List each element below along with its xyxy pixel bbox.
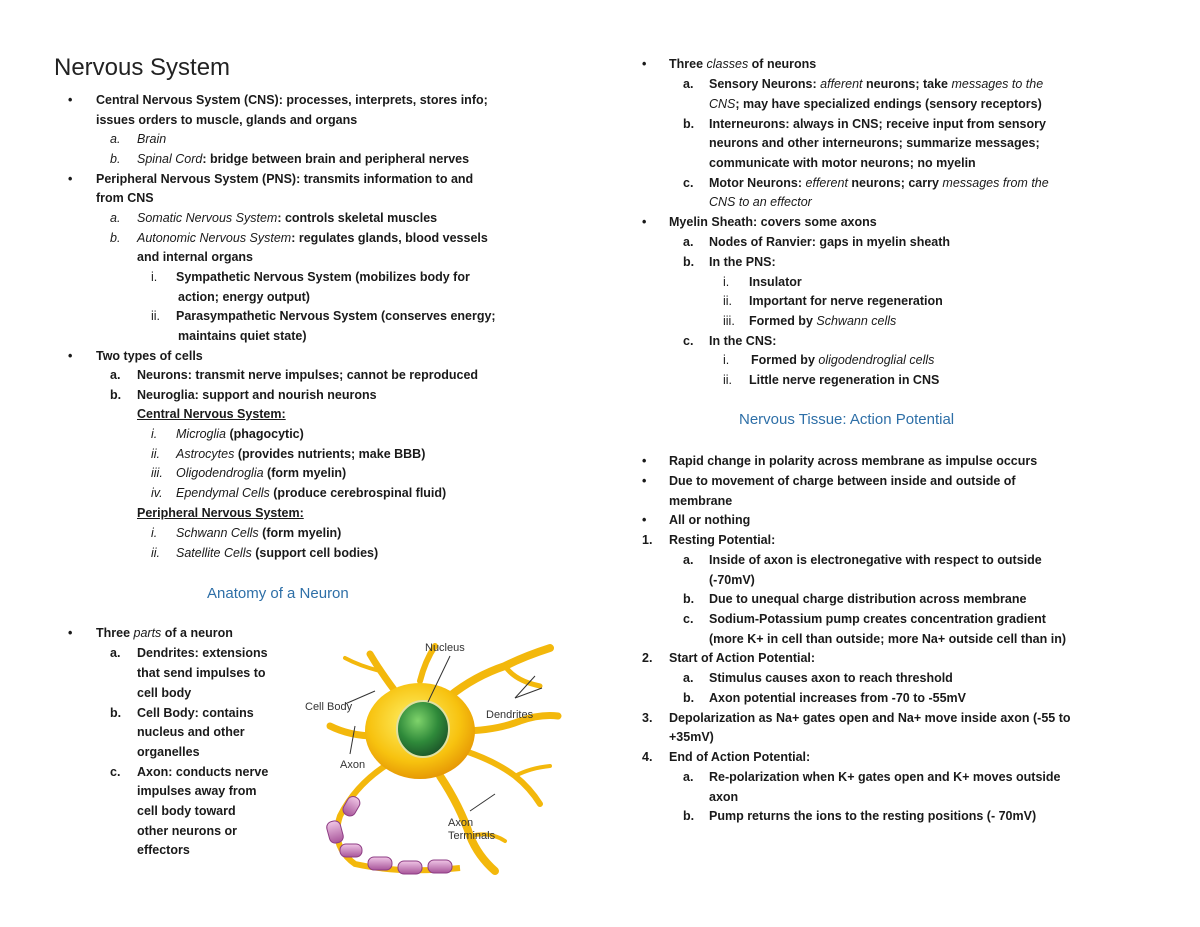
marker-c: c. — [110, 765, 121, 779]
ranvier-item: Nodes of Ranvier: gaps in myelin sheath — [709, 235, 951, 249]
resting-c: Sodium-Potassium pump creates concentration gradient — [709, 612, 1046, 626]
bullet: • — [68, 349, 73, 363]
marker-3: 3. — [642, 711, 653, 725]
dendrites-item-cont: that send impulses to — [137, 666, 266, 680]
depolarization-item-cont: +35mV) — [669, 730, 714, 744]
satellite-item: Satellite Cells (support cell bodies) — [176, 546, 379, 560]
regeneration-item: Important for nerve regeneration — [749, 294, 943, 308]
astrocytes-item: Astrocytes (provides nutrients; make BBB) — [176, 447, 426, 461]
myelin-pns-item: In the PNS: — [709, 255, 776, 269]
label-axon-terminals-1: Axon — [448, 817, 474, 829]
sympathetic-item-cont: action; energy output) — [178, 290, 310, 304]
marker-i: i. — [151, 526, 158, 540]
sensory-item-cont: CNS; may have specialized endings (sensory receptors) — [709, 97, 1042, 111]
schwann-item: Schwann Cells (form myelin) — [176, 526, 342, 540]
interneurons-item-cont: neurons and other interneurons; summarize messages; — [709, 136, 1040, 150]
formed-by-schwann-item: Formed by Schwann cells — [749, 314, 897, 328]
marker-a: a. — [110, 368, 121, 382]
bullet: • — [68, 172, 73, 186]
page-title: Nervous System — [54, 54, 231, 81]
marker-a: a. — [683, 671, 694, 685]
pns-item-cont: from CNS — [96, 191, 154, 205]
bullet: • — [642, 57, 647, 71]
formed-by-oligo-item: Formed by oligodendroglial cells — [751, 353, 935, 367]
interneurons-item: Interneurons: always in CNS; receive input from sensory — [709, 117, 1046, 131]
marker-ii: ii. — [151, 309, 161, 323]
marker-a: a. — [683, 235, 694, 249]
resting-potential-item: Resting Potential: — [669, 533, 776, 547]
neuron-diagram — [300, 636, 565, 876]
anatomy-heading: Anatomy of a Neuron — [207, 585, 349, 602]
marker-b: b. — [110, 231, 121, 245]
cns-item: Central Nervous System (CNS): processes, interprets, stores info; — [96, 93, 488, 107]
marker-b: b. — [110, 152, 121, 166]
axon-item-cont: other neurons or — [137, 824, 238, 838]
cellbody-item-cont: nucleus and other — [137, 725, 245, 739]
cns-subheading: Central Nervous System: — [137, 407, 286, 421]
start-b: Axon potential increases from -70 to -55mV — [709, 691, 967, 705]
myelin-cns-item: In the CNS: — [709, 334, 777, 348]
neurons-item: Neurons: transmit nerve impulses; cannot be reproduced — [137, 368, 479, 382]
marker-b: b. — [683, 117, 695, 131]
sensory-item: Sensory Neurons: afferent neurons; take messages to the — [709, 77, 1044, 91]
dendrites-item: Dendrites: extensions — [137, 646, 268, 660]
end-a-cont: axon — [709, 790, 739, 804]
marker-a: a. — [683, 553, 694, 567]
depolarization-item: Depolarization as Na+ gates open and Na+ move inside axon (-55 to — [669, 711, 1071, 725]
microglia-item: Microglia (phagocytic) — [176, 427, 304, 441]
marker-iii: iii. — [151, 466, 163, 480]
marker-b: b. — [683, 691, 695, 705]
start-ap-item: Start of Action Potential: — [669, 651, 816, 665]
marker-i: i. — [151, 427, 158, 441]
interneurons-item-cont: communicate with motor neurons; no myelin — [709, 156, 976, 170]
pns-item: Peripheral Nervous System (PNS): transmits information to and — [96, 172, 474, 186]
myelin-sheath — [325, 794, 452, 874]
marker-ii: ii. — [723, 294, 733, 308]
axon-item: Axon: conducts nerve — [137, 765, 269, 779]
ap-bullet-1: Rapid change in polarity across membrane as impulse occurs — [669, 454, 1038, 468]
marker-i: i. — [723, 275, 730, 289]
neuroglia-item: Neuroglia: support and nourish neurons — [137, 388, 377, 402]
marker-b: b. — [110, 706, 122, 720]
marker-c: c. — [683, 176, 694, 190]
marker-a: a. — [110, 646, 121, 660]
autonomic-item-cont: and internal organs — [137, 250, 253, 264]
marker-ii: ii. — [151, 447, 161, 461]
ap-bullet-3: All or nothing — [669, 513, 751, 527]
axon-item-cont: effectors — [137, 843, 190, 857]
marker-ii: ii. — [151, 546, 161, 560]
axon-item-cont: cell body toward — [137, 804, 236, 818]
spinal-item: Spinal Cord: bridge between brain and peripheral nerves — [137, 152, 470, 166]
ap-bullet-2: Due to movement of charge between inside and outside of — [669, 474, 1016, 488]
marker-iv: iv. — [151, 486, 163, 500]
cellbody-item-cont: organelles — [137, 745, 200, 759]
bullet: • — [642, 215, 647, 229]
marker-iii: iii. — [723, 314, 735, 328]
motor-item-cont: CNS to an effector — [709, 195, 812, 209]
cellbody-item: Cell Body: contains — [137, 706, 254, 720]
resting-c-cont: (more K+ in cell than outside; more Na+ outside cell than in) — [709, 632, 1067, 646]
nucleus-shape — [397, 701, 449, 757]
bullet: • — [642, 474, 647, 488]
brain-item: Brain — [137, 132, 167, 146]
somatic-item: Somatic Nervous System: controls skeletal muscles — [137, 211, 438, 225]
myelin-item: Myelin Sheath: covers some axons — [669, 215, 877, 229]
marker-b: b. — [683, 592, 695, 606]
marker-a: a. — [110, 132, 121, 146]
motor-item: Motor Neurons: efferent neurons; carry messages from the — [709, 176, 1049, 190]
axon-item-cont: impulses away from — [137, 784, 257, 798]
parts-item: Three parts of a neuron — [96, 626, 233, 640]
marker-1: 1. — [642, 533, 653, 547]
end-b: Pump returns the ions to the resting positions (- 70mV) — [709, 809, 1037, 823]
classes-item: Three classes of neurons — [669, 57, 817, 71]
marker-a: a. — [110, 211, 121, 225]
end-ap-item: End of Action Potential: — [669, 750, 811, 764]
marker-ii: ii. — [723, 373, 733, 387]
end-a: Re-polarization when K+ gates open and K+ moves outside — [709, 770, 1061, 784]
label-nucleus: Nucleus — [425, 642, 465, 654]
label-axon-terminals-2: Terminals — [448, 830, 496, 842]
ap-bullet-2-cont: membrane — [669, 494, 733, 508]
label-cell-body: Cell Body — [305, 701, 353, 713]
resting-a: Inside of axon is electronegative with respect to outside — [709, 553, 1042, 567]
little-regeneration-item: Little nerve regeneration in CNS — [749, 373, 940, 387]
bullet: • — [68, 93, 73, 107]
marker-a: a. — [683, 770, 694, 784]
bullet: • — [68, 626, 73, 640]
marker-4: 4. — [642, 750, 653, 764]
marker-2: 2. — [642, 651, 653, 665]
marker-b: b. — [683, 255, 695, 269]
insulator-item: Insulator — [749, 275, 802, 289]
resting-b: Due to unequal charge distribution across membrane — [709, 592, 1027, 606]
marker-a: a. — [683, 77, 694, 91]
ependymal-item: Ependymal Cells (produce cerebrospinal fluid) — [176, 486, 447, 500]
dendrites-item-cont: cell body — [137, 686, 192, 700]
parasympathetic-item-cont: maintains quiet state) — [178, 329, 307, 343]
pns-subheading: Peripheral Nervous System: — [137, 506, 304, 520]
cns-item-cont: issues orders to muscle, glands and organs — [96, 113, 358, 127]
start-a: Stimulus causes axon to reach threshold — [709, 671, 953, 685]
parasympathetic-item: Parasympathetic Nervous System (conserves energy; — [176, 309, 496, 323]
marker-i: i. — [723, 353, 730, 367]
bullet: • — [642, 513, 647, 527]
label-dendrites: Dendrites — [486, 709, 534, 721]
resting-a-cont: (-70mV) — [709, 573, 755, 587]
marker-c: c. — [683, 612, 694, 626]
bullet: • — [642, 454, 647, 468]
marker-i: i. — [151, 270, 158, 284]
marker-b: b. — [683, 809, 695, 823]
marker-b: b. — [110, 388, 122, 402]
label-axon: Axon — [340, 759, 366, 771]
oligodendroglia-item: Oligodendroglia (form myelin) — [176, 466, 347, 480]
autonomic-item: Autonomic Nervous System: regulates glands, blood vessels — [137, 231, 488, 245]
action-potential-heading: Nervous Tissue: Action Potential — [739, 411, 955, 428]
cells-item: Two types of cells — [96, 349, 203, 363]
marker-c: c. — [683, 334, 694, 348]
sympathetic-item: Sympathetic Nervous System (mobilizes body for — [176, 270, 470, 284]
